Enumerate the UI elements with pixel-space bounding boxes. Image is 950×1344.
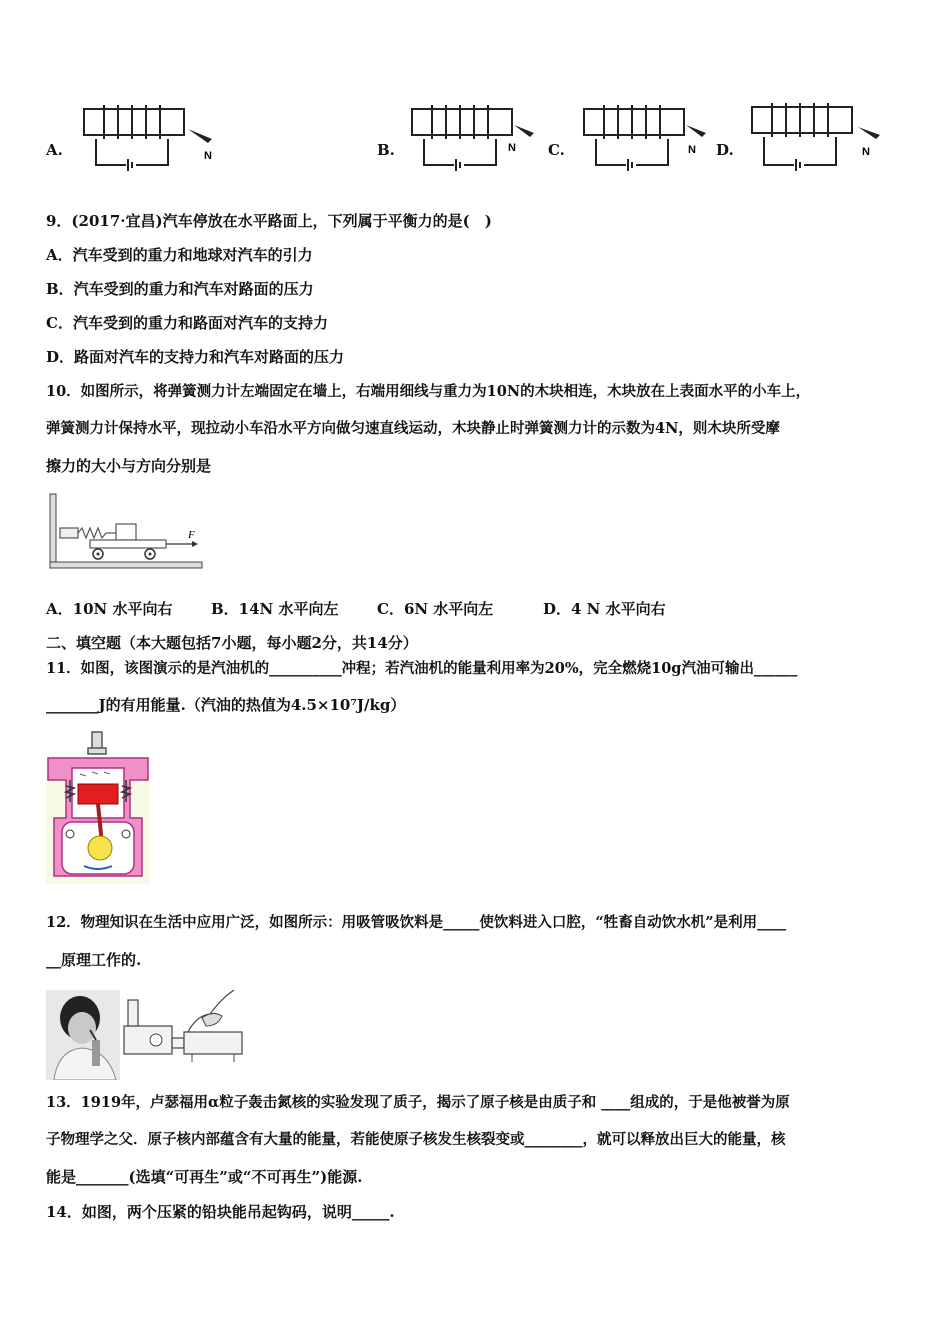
q10-option-a[interactable]: A．10N 水平向右 — [46, 600, 173, 618]
boy-drinking-straw-photo — [46, 990, 120, 1080]
compass-n-label: N — [688, 144, 696, 156]
section-2-heading: 二、填空题（本大题包括7小题，每小题2分，共14分） — [46, 634, 418, 652]
option-c-label: C. — [548, 141, 565, 159]
force-f-label: F — [188, 529, 195, 541]
q11-stem-line1: 11．如图，该图演示的是汽油机的__________冲程；若汽油机的能量利用率为20%，完全燃烧10g汽油可输出______ — [46, 660, 798, 677]
solenoid-circuit-d-figure — [744, 101, 894, 175]
compass-n-label: N — [204, 150, 212, 162]
q9-option-d[interactable]: D．路面对汽车的支持力和汽车对路面的压力 — [46, 348, 345, 366]
q9-option-a[interactable]: A．汽车受到的重力和地球对汽车的引力 — [46, 246, 313, 264]
option-d-label: D. — [716, 141, 734, 159]
q9-option-b[interactable]: B．汽车受到的重力和汽车对路面的压力 — [46, 280, 314, 298]
q10-options-row — [46, 599, 666, 619]
solenoid-circuit-b-figure — [404, 103, 544, 175]
solenoid-circuit-c-figure — [576, 103, 716, 175]
q10-option-b[interactable]: B．14N 水平向左 — [211, 600, 339, 618]
q14-stem-line1: 14．如图，两个压紧的铅块能吊起钩码，说明_____. — [46, 1203, 395, 1221]
q12-stem-line1: 12．物理知识在生活中应用广泛，如图所示：用吸管吸饮料是_____使饮料进入口腔，“牲畜自动饮水机”是利用____ — [46, 914, 787, 931]
option-b-label: B. — [377, 141, 395, 159]
q9-option-c[interactable]: C．汽车受到的重力和路面对汽车的支持力 — [46, 314, 328, 332]
livestock-waterer-figure — [122, 986, 246, 1062]
q9-stem: 9．(2017·宜昌)汽车停放在水平路面上，下列属于平衡力的是( ) — [46, 212, 492, 230]
solenoid-circuit-a-figure — [76, 103, 226, 175]
q13-stem-line3: 能是_______(选填“可再生”或“不可再生”)能源. — [46, 1168, 363, 1186]
spring-scale-cart-figure — [46, 490, 206, 574]
q12-stem-line2: __原理工作的. — [46, 951, 142, 969]
q13-stem-line1: 13．1919年，卢瑟福用α粒子轰击氮核的实验发现了质子，揭示了原子核是由质子和 ____组成的，于是他被誉为原 — [46, 1094, 790, 1111]
q13-stem-line2: 子物理学之父．原子核内部蕴含有大量的能量，若能使原子核发生核裂变或________，就可以释放出巨大的能量，核 — [46, 1131, 786, 1148]
q10-stem-line3: 擦力的大小与方向分别是 — [46, 457, 212, 475]
q10-option-d[interactable]: D．4 N 水平向右 — [543, 600, 666, 618]
option-a-label: A. — [46, 141, 63, 159]
q10-option-c[interactable]: C．6N 水平向左 — [377, 600, 494, 618]
q10-stem-line1: 10．如图所示，将弹簧测力计左端固定在墙上，右端用细线与重力为10N的木块相连，木块放在上表面水平的小车上， — [46, 383, 811, 400]
q11-stem-line2: _______J的有用能量.（汽油的热值为4.5×10⁷J/kg） — [46, 696, 406, 714]
compass-n-label: N — [508, 142, 516, 154]
compass-n-label: N — [862, 146, 870, 158]
q10-stem-line2: 弹簧测力计保持水平，现拉动小车沿水平方向做匀速直线运动，木块静止时弹簧测力计的示数为4N，则木块所受摩 — [46, 420, 780, 437]
gasoline-engine-figure — [44, 726, 152, 886]
